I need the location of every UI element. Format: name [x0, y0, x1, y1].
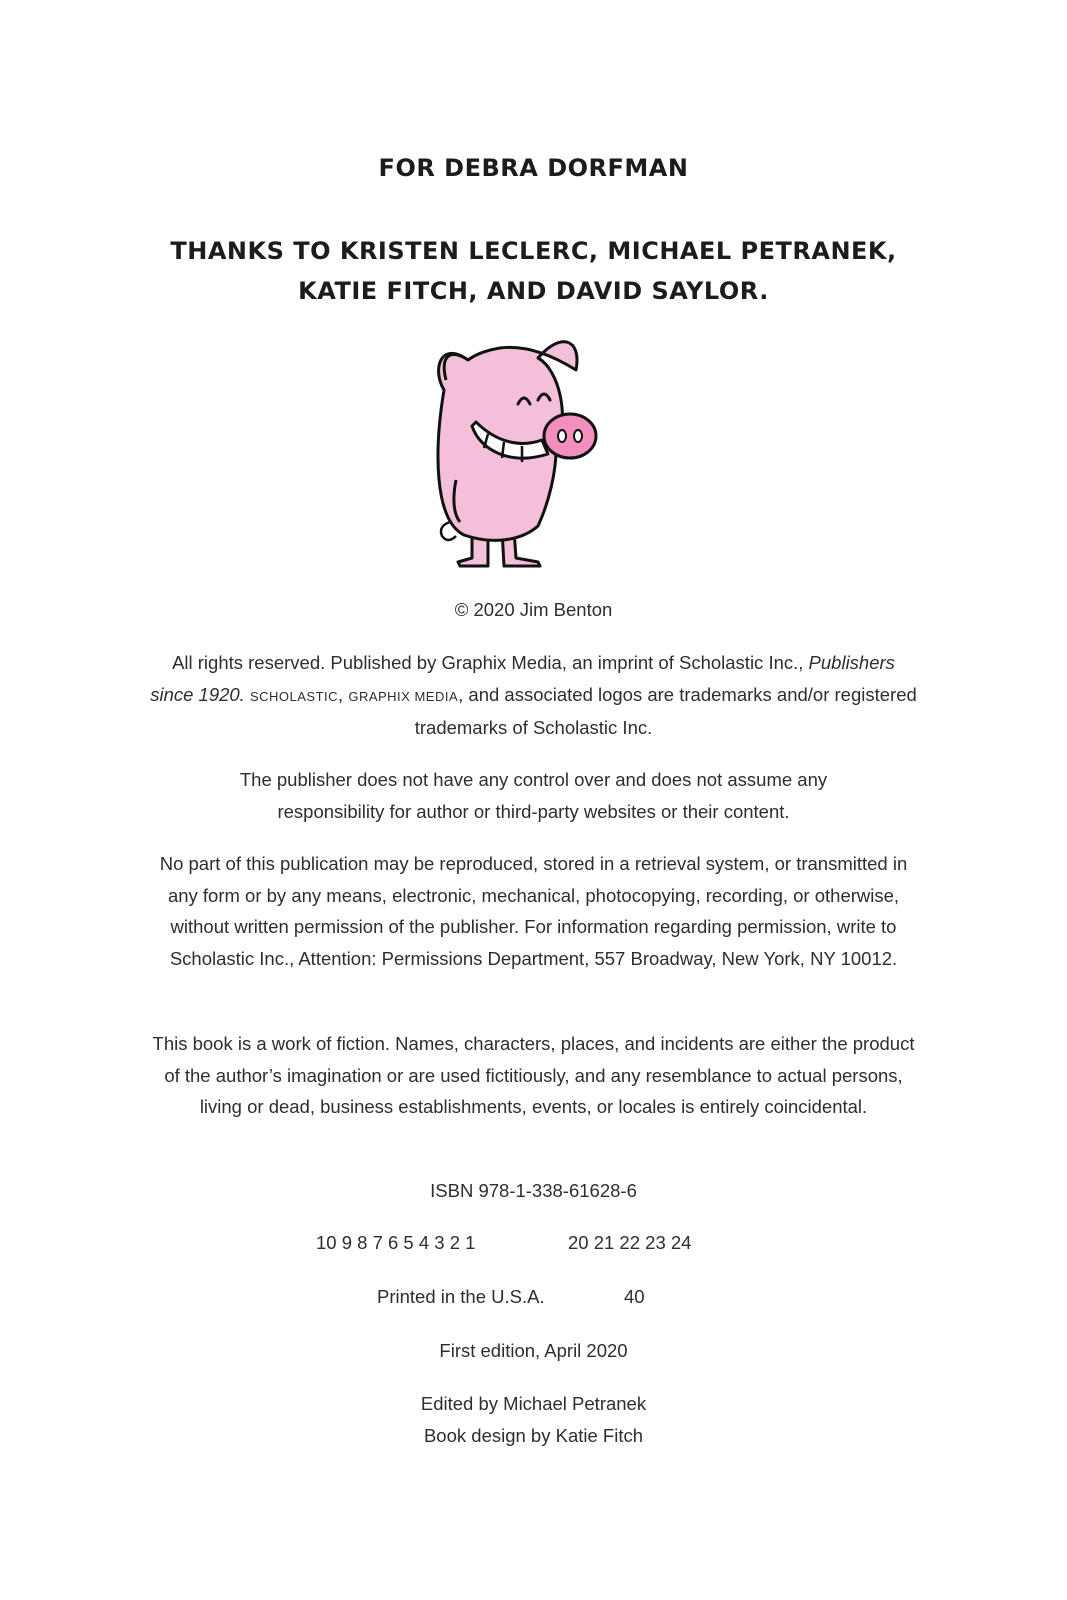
credits — [150, 1388, 917, 1451]
rights-text: All rights reserved. Published by Graphix Media, an imprint of Scholastic Inc., — [172, 652, 809, 673]
acknowledgements-line-2: KATIE FITCH, AND DAVID SAYLOR. — [298, 277, 769, 305]
print-run-numbers: 10 9 8 7 6 5 4 3 2 1 — [316, 1232, 476, 1253]
print-year-numbers: 20 21 22 23 24 — [568, 1232, 692, 1253]
dedication: FOR DEBRA DORFMAN — [378, 154, 689, 182]
design-credit: Book design by Katie Fitch — [423, 1424, 644, 1446]
isbn: ISBN 978-1-338-61628-6 — [430, 1180, 637, 1201]
publishers-since: Publishers since 1920. — [150, 652, 895, 705]
fiction-disclaimer: This book is a work of fiction. Names, characters, places, and incidents are either the product of the author’s imagination or are used fictitiously, and any resemblance to actual persons, living or dead, business establishments, events, or locales is entirely coincidental. — [152, 1033, 915, 1117]
copyright-line: © 2020 Jim Benton — [454, 599, 613, 620]
printed-in: Printed in the U.S.A. — [377, 1286, 545, 1307]
publisher-note: The publisher does not have any control over and does not assume any responsibility for author or third-party websites or their content. — [239, 769, 828, 822]
rights-paragraph — [150, 647, 917, 744]
acknowledgements — [0, 231, 1067, 311]
pig-illustration — [410, 330, 610, 570]
editor-credit: Edited by Michael Petranek — [420, 1393, 647, 1414]
graphix-media-trademark: GRAPHIX MEDIA — [348, 688, 459, 704]
rights-text-end: , and associated logos are trademarks and/or registered trademarks of Scholastic Inc. — [414, 683, 917, 738]
printer-code: 40 — [624, 1286, 645, 1307]
rights-separator: , — [338, 683, 349, 705]
scholastic-trademark: SCHOLASTIC — [249, 688, 339, 704]
acknowledgements-line-1: THANKS TO KRISTEN LECLERC, MICHAEL PETRANEK, — [170, 237, 897, 265]
reproduction-notice: No part of this publication may be reproduced, stored in a retrieval system, or transmitted in any form or by any means, electronic, mechanical, photocopying, recording, or otherwise, without written permission of the publisher. For information regarding permission, write to Scholastic Inc., Attention: Permissions Department, 557 Broadway, New York, NY 10012. — [159, 853, 908, 969]
edition: First edition, April 2020 — [439, 1340, 628, 1361]
